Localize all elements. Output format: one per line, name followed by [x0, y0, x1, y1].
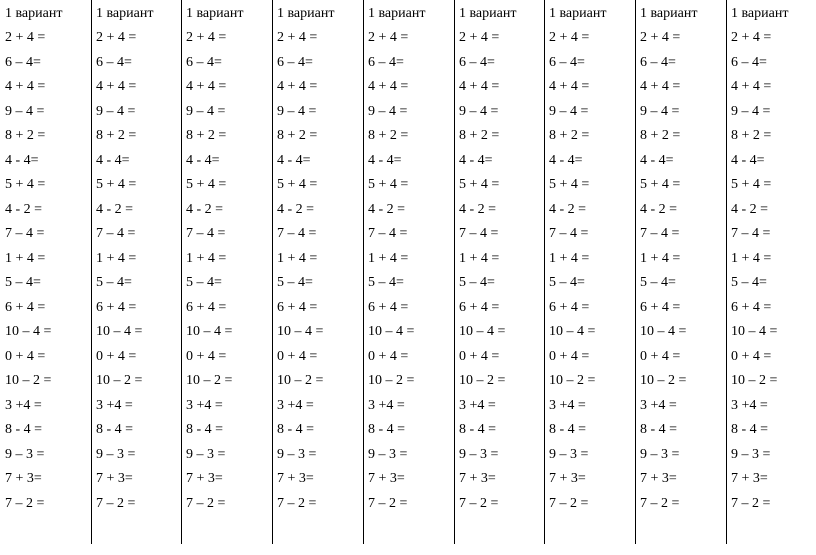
math-problem: 7 – 2 = [5, 495, 45, 511]
math-problem: 7 – 2 = [549, 495, 589, 511]
math-problem: 6 – 4= [368, 54, 404, 70]
math-problem: 8 + 2 = [731, 128, 772, 143]
math-problem: 9 – 4 = [277, 103, 317, 119]
math-problem: 7 – 2 = [186, 495, 226, 511]
math-problem: 10 – 2 = [368, 373, 415, 388]
column-title: 1 вариант [549, 6, 607, 21]
math-problem: 9 – 3 = [5, 446, 45, 462]
math-problem: 2 + 4 = [5, 30, 46, 45]
math-problem: 5 + 4 = [186, 177, 227, 192]
column-title: 1 вариант [368, 6, 426, 21]
variant-column [277, 0, 364, 544]
math-problem: 4 - 4= [5, 152, 39, 168]
math-problem: 5 + 4 = [459, 177, 500, 192]
math-problem: 7 + 3= [459, 471, 496, 486]
math-problem: 1 + 4 = [640, 250, 681, 266]
math-problem: 9 – 4 = [186, 103, 226, 119]
math-problem: 4 - 2 = [459, 201, 497, 217]
math-problem: 6 + 4 = [459, 299, 500, 315]
math-problem: 7 – 4 = [459, 226, 499, 241]
math-problem: 4 - 2 = [96, 201, 134, 217]
math-problem: 10 – 2 = [277, 373, 324, 388]
math-problem: 7 – 2 = [459, 495, 499, 511]
math-problem: 6 – 4= [277, 54, 313, 70]
math-problem: 8 + 2 = [368, 128, 409, 143]
math-problem: 9 – 4 = [640, 103, 680, 119]
math-problem: 8 + 2 = [96, 128, 137, 143]
math-problem: 4 + 4 = [549, 79, 590, 94]
math-problem: 7 + 3= [186, 471, 223, 486]
math-problem: 4 - 4= [186, 152, 220, 168]
math-problem: 5 + 4 = [5, 177, 46, 192]
math-problem: 5 – 4= [277, 275, 313, 290]
math-problem: 3 +4 = [186, 397, 223, 413]
math-problem: 4 - 2 = [640, 201, 678, 217]
math-problem: 5 – 4= [459, 275, 495, 290]
math-problem: 4 - 2 = [549, 201, 587, 217]
variant-column [640, 0, 727, 544]
math-problem: 6 – 4= [640, 54, 676, 70]
math-problem: 5 – 4= [186, 275, 222, 290]
math-problem: 8 + 2 = [277, 128, 318, 143]
math-problem: 8 - 4 = [186, 422, 224, 437]
math-problem: 1 + 4 = [459, 250, 500, 266]
math-problem: 9 – 4 = [549, 103, 589, 119]
math-problem: 5 – 4= [549, 275, 585, 290]
math-problem: 4 + 4 = [5, 79, 46, 94]
math-problem: 7 – 4 = [5, 226, 45, 241]
math-problem: 8 + 2 = [5, 128, 46, 143]
math-problem: 10 – 4 = [459, 324, 506, 339]
math-problem: 8 + 2 = [459, 128, 500, 143]
math-problem: 5 + 4 = [277, 177, 318, 192]
column-title: 1 вариант [277, 6, 335, 21]
math-problem: 0 + 4 = [5, 348, 46, 364]
math-problem: 7 – 4 = [368, 226, 408, 241]
math-problem: 10 – 2 = [5, 373, 52, 388]
math-problem: 4 + 4 = [459, 79, 500, 94]
math-problem: 3 +4 = [459, 397, 496, 413]
variant-column [368, 0, 455, 544]
math-problem: 5 – 4= [5, 275, 41, 290]
math-problem: 10 – 2 = [731, 373, 778, 388]
math-problem: 6 – 4= [731, 54, 767, 70]
math-problem: 2 + 4 = [731, 30, 772, 45]
math-problem: 9 – 3 = [368, 446, 408, 462]
math-problem: 5 + 4 = [549, 177, 590, 192]
math-problem: 9 – 4 = [5, 103, 45, 119]
math-problem: 7 – 4 = [640, 226, 680, 241]
math-problem: 4 - 4= [459, 152, 493, 168]
math-problem: 0 + 4 = [731, 348, 772, 364]
variant-column [5, 0, 92, 544]
math-problem: 9 – 3 = [731, 446, 771, 462]
math-problem: 6 + 4 = [368, 299, 409, 315]
math-problem: 3 +4 = [549, 397, 586, 413]
math-problem: 7 – 2 = [731, 495, 771, 511]
math-problem: 5 + 4 = [640, 177, 681, 192]
math-problem: 4 - 4= [640, 152, 674, 168]
math-problem: 9 – 3 = [96, 446, 136, 462]
math-problem: 1 + 4 = [731, 250, 772, 266]
math-problem: 4 - 4= [277, 152, 311, 168]
math-problem: 9 – 3 = [459, 446, 499, 462]
math-problem: 10 – 2 = [640, 373, 687, 388]
math-problem: 1 + 4 = [186, 250, 227, 266]
column-title: 1 вариант [459, 6, 517, 21]
math-problem: 4 - 2 = [277, 201, 315, 217]
math-problem: 8 - 4 = [731, 422, 769, 437]
variant-column [549, 0, 636, 544]
math-problem: 4 - 4= [96, 152, 130, 168]
column-title: 1 вариант [5, 6, 63, 21]
math-problem: 8 + 2 = [549, 128, 590, 143]
math-problem: 10 – 4 = [368, 324, 415, 339]
math-problem: 7 – 2 = [640, 495, 680, 511]
math-problem: 7 – 4 = [277, 226, 317, 241]
column-title: 1 вариант [96, 6, 154, 21]
math-problem: 7 + 3= [549, 471, 586, 486]
math-problem: 6 + 4 = [5, 299, 46, 315]
math-problem: 7 – 4 = [549, 226, 589, 241]
math-problem: 10 – 2 = [459, 373, 506, 388]
math-problem: 8 + 2 = [186, 128, 227, 143]
variant-column [731, 0, 811, 544]
math-problem: 3 +4 = [277, 397, 314, 413]
math-problem: 3 +4 = [640, 397, 677, 413]
math-problem: 3 +4 = [368, 397, 405, 413]
math-problem: 8 + 2 = [640, 128, 681, 143]
math-problem: 8 - 4 = [5, 422, 43, 437]
variant-column [459, 0, 545, 544]
math-problem: 5 – 4= [368, 275, 404, 290]
variant-column [96, 0, 182, 544]
math-problem: 6 + 4 = [640, 299, 681, 315]
math-problem: 6 + 4 = [731, 299, 772, 315]
math-problem: 2 + 4 = [368, 30, 409, 45]
math-problem: 0 + 4 = [96, 348, 137, 364]
math-problem: 7 – 4 = [96, 226, 136, 241]
math-problem: 2 + 4 = [549, 30, 590, 45]
math-problem: 4 + 4 = [96, 79, 137, 94]
math-problem: 9 – 4 = [731, 103, 771, 119]
math-problem: 4 - 4= [731, 152, 765, 168]
math-problem: 6 – 4= [459, 54, 495, 70]
math-problem: 10 – 2 = [549, 373, 596, 388]
column-title: 1 вариант [731, 6, 789, 21]
math-problem: 4 + 4 = [731, 79, 772, 94]
math-problem: 7 + 3= [277, 471, 314, 486]
math-problem: 9 – 4 = [368, 103, 408, 119]
math-problem: 6 + 4 = [277, 299, 318, 315]
math-problem: 8 - 4 = [640, 422, 678, 437]
math-problem: 9 – 3 = [549, 446, 589, 462]
math-problem: 5 – 4= [96, 275, 132, 290]
math-problem: 4 - 2 = [731, 201, 769, 217]
math-problem: 0 + 4 = [549, 348, 590, 364]
math-problem: 7 – 2 = [96, 495, 136, 511]
math-problem: 6 + 4 = [186, 299, 227, 315]
math-problem: 9 – 3 = [186, 446, 226, 462]
math-problem: 8 - 4 = [277, 422, 315, 437]
math-problem: 7 – 2 = [368, 495, 408, 511]
math-problem: 4 - 2 = [368, 201, 406, 217]
math-problem: 9 – 3 = [277, 446, 317, 462]
math-problem: 9 – 3 = [640, 446, 680, 462]
math-problem: 4 - 4= [368, 152, 402, 168]
math-problem: 6 – 4= [186, 54, 222, 70]
math-problem: 4 + 4 = [277, 79, 318, 94]
math-problem: 7 + 3= [96, 471, 133, 486]
math-problem: 2 + 4 = [459, 30, 500, 45]
math-problem: 10 – 2 = [96, 373, 143, 388]
math-problem: 10 – 4 = [731, 324, 778, 339]
math-problem: 6 + 4 = [96, 299, 137, 315]
math-problem: 10 – 4 = [549, 324, 596, 339]
math-problem: 5 – 4= [640, 275, 676, 290]
math-problem: 10 – 2 = [186, 373, 233, 388]
math-problem: 4 - 4= [549, 152, 583, 168]
math-problem: 2 + 4 = [96, 30, 137, 45]
math-problem: 5 – 4= [731, 275, 767, 290]
math-problem: 1 + 4 = [549, 250, 590, 266]
math-problem: 7 + 3= [731, 471, 768, 486]
math-problem: 4 + 4 = [368, 79, 409, 94]
math-problem: 10 – 4 = [96, 324, 143, 339]
math-problem: 2 + 4 = [277, 30, 318, 45]
math-problem: 10 – 4 = [640, 324, 687, 339]
math-problem: 7 – 4 = [186, 226, 226, 241]
math-problem: 5 + 4 = [368, 177, 409, 192]
math-problem: 4 - 2 = [186, 201, 224, 217]
math-problem: 7 – 4 = [731, 226, 771, 241]
math-problem: 3 +4 = [731, 397, 768, 413]
math-problem: 2 + 4 = [186, 30, 227, 45]
math-problem: 9 – 4 = [459, 103, 499, 119]
math-problem: 7 + 3= [640, 471, 677, 486]
math-problem: 6 – 4= [5, 54, 41, 70]
math-problem: 6 + 4 = [549, 299, 590, 315]
math-problem: 0 + 4 = [186, 348, 227, 364]
math-problem: 10 – 4 = [186, 324, 233, 339]
column-title: 1 вариант [186, 6, 244, 21]
math-problem: 1 + 4 = [96, 250, 137, 266]
math-problem: 4 + 4 = [186, 79, 227, 94]
math-problem: 8 - 4 = [368, 422, 406, 437]
math-problem: 0 + 4 = [368, 348, 409, 364]
math-problem: 3 +4 = [5, 397, 42, 413]
math-problem: 8 - 4 = [96, 422, 134, 437]
math-problem: 0 + 4 = [277, 348, 318, 364]
math-problem: 8 - 4 = [459, 422, 497, 437]
math-problem: 7 – 2 = [277, 495, 317, 511]
math-problem: 5 + 4 = [731, 177, 772, 192]
math-problem: 7 + 3= [5, 471, 42, 486]
math-problem: 1 + 4 = [5, 250, 46, 266]
math-problem: 4 + 4 = [640, 79, 681, 94]
math-problem: 6 – 4= [549, 54, 585, 70]
math-problem: 7 + 3= [368, 471, 405, 486]
math-problem: 4 - 2 = [5, 201, 43, 217]
math-problem: 2 + 4 = [640, 30, 681, 45]
math-problem: 6 – 4= [96, 54, 132, 70]
column-title: 1 вариант [640, 6, 698, 21]
math-problem: 9 – 4 = [96, 103, 136, 119]
math-problem: 1 + 4 = [277, 250, 318, 266]
math-problem: 10 – 4 = [5, 324, 52, 339]
math-problem: 8 - 4 = [549, 422, 587, 437]
variant-column [186, 0, 273, 544]
math-problem: 3 +4 = [96, 397, 133, 413]
math-problem: 10 – 4 = [277, 324, 324, 339]
math-problem: 0 + 4 = [459, 348, 500, 364]
math-problem: 1 + 4 = [368, 250, 409, 266]
math-problem: 0 + 4 = [640, 348, 681, 364]
math-problem: 5 + 4 = [96, 177, 137, 192]
